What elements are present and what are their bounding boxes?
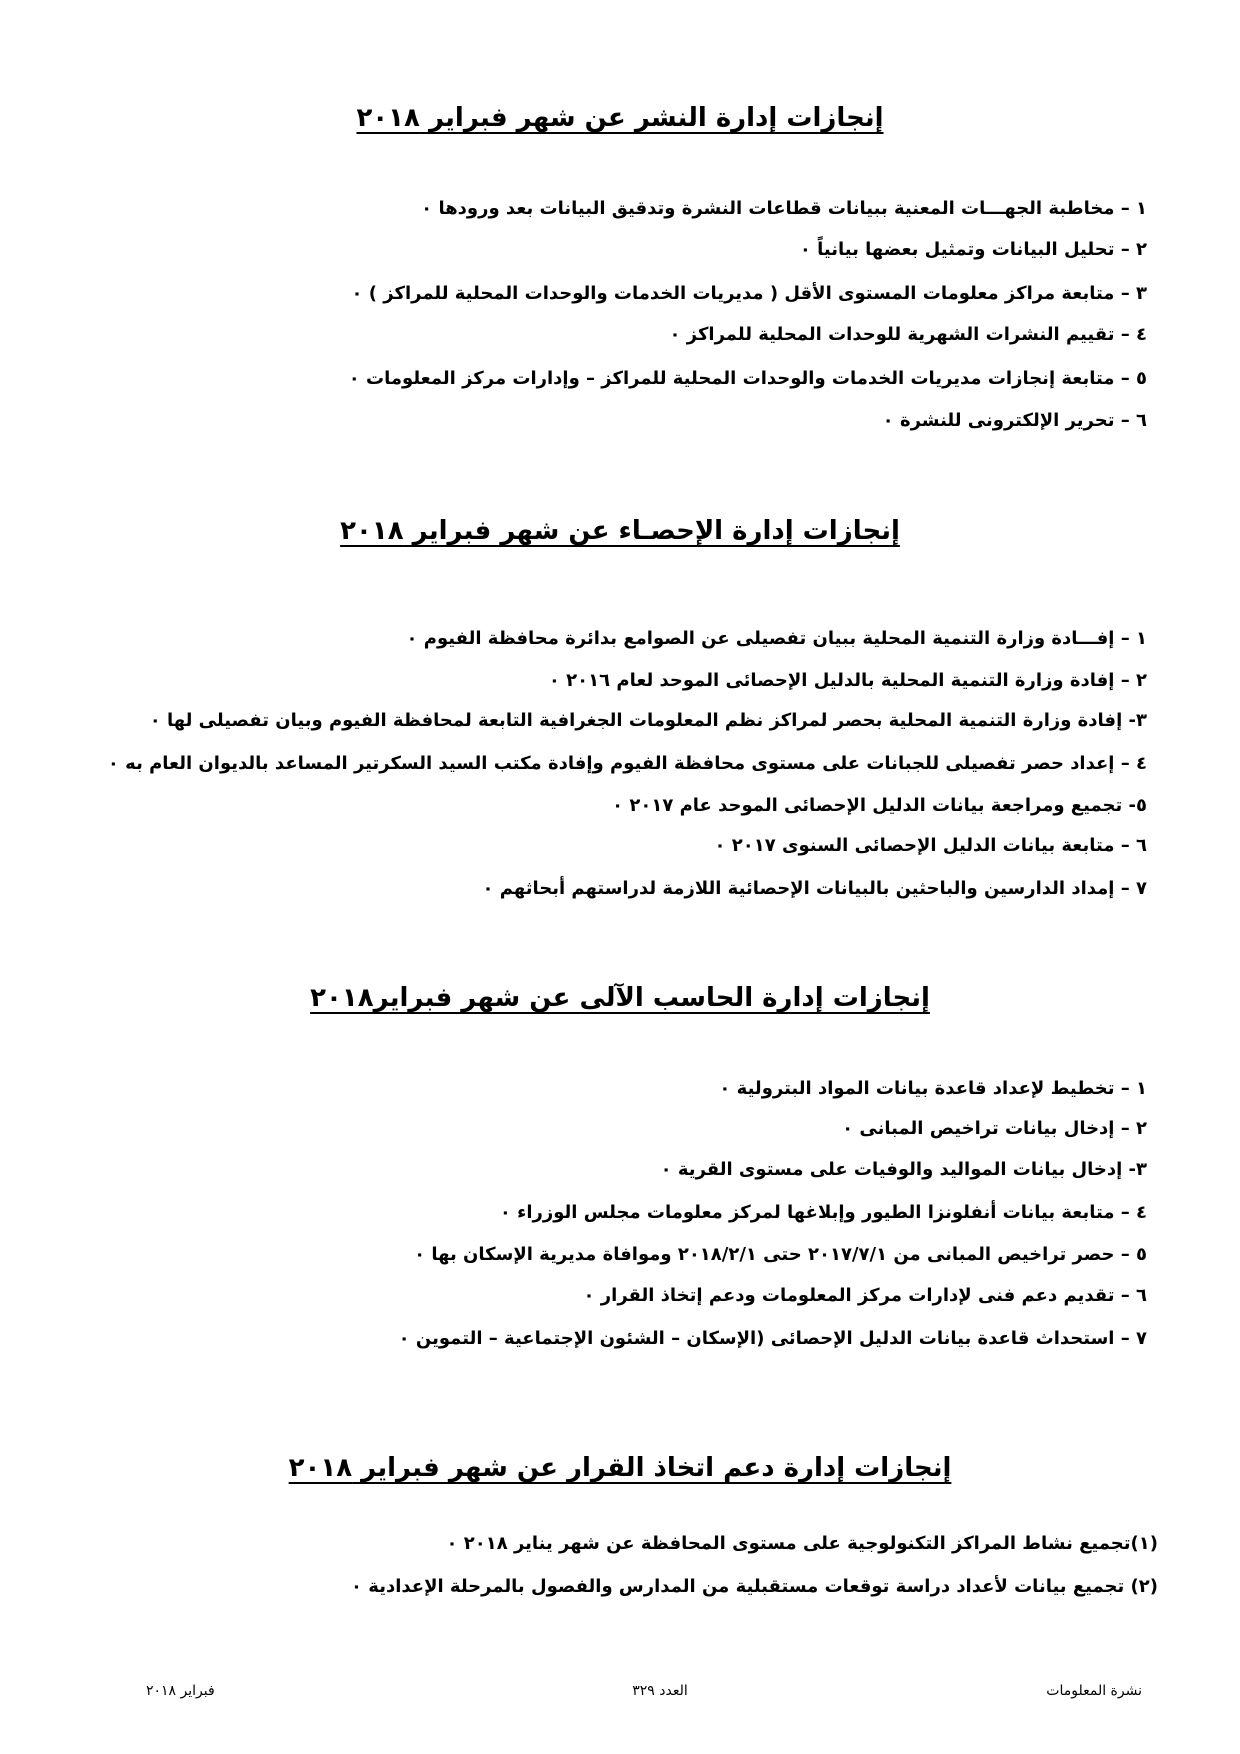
footer-issue-number: العدد ٣٢٩ [632, 1683, 688, 1699]
section-title-decision-support [0, 1448, 1240, 1488]
footer-date: فبراير ٢٠١٨ [146, 1683, 215, 1699]
section-title-text: إنجازات إدارة الحاسب الآلى عن شهر فبراير٢٠١٨ [310, 983, 930, 1013]
list-item: ٧ – استحداث قاعدة بيانات الدليل الإحصائى (الإسكان – الشئون الإجتماعية – التموين ٠ [398, 1328, 1147, 1349]
footer-publication-name: نشرة المعلومات [1046, 1683, 1142, 1699]
section-title-text: إنجازات إدارة النشر عن شهر فبراير ٢٠١٨ [356, 103, 884, 133]
list-item: (١)تجميع نشاط المراكز التكنولوجية على مستوى المحافظة عن شهر يناير ٢٠١٨ ٠ [446, 1533, 1158, 1554]
list-item: ٣- إدخال بيانات المواليد والوفيات على مستوى القرية ٠ [660, 1159, 1147, 1180]
section-title-text: إنجازات إدارة الإحصـاء عن شهر فبراير ٢٠١٨ [340, 516, 900, 546]
list-item: ٤ – إعداد حصر تفصيلى للجبانات على مستوى محافظة الفيوم وإفادة مكتب السيد السكرتير المساعد بالديوان العام به ٠ [107, 753, 1147, 774]
list-item: ٢ – تحليل البيانات وتمثيل بعضها بيانياً ٠ [799, 239, 1147, 260]
list-item: (٢) تجميع بيانات لأعداد دراسة توقعات مستقبلية من المدارس والفصول بالمرحلة الإعدادية ٠ [351, 1576, 1158, 1597]
list-item: ٣ – متابعة مراكز معلومات المستوى الأقل ( مديريات الخدمات والوحدات المحلية للمراكز ) ٠ [351, 283, 1147, 304]
section-title-text: إنجازات إدارة دعم اتخاذ القرار عن شهر فبراير ٢٠١٨ [288, 1453, 952, 1483]
section-title-publishing [0, 98, 1240, 138]
list-item: ٦ – تقديم دعم فنى لإدارات مركز المعلومات ودعم إتخاذ القرار ٠ [583, 1285, 1147, 1306]
list-item: ٥- تجميع ومراجعة بيانات الدليل الإحصائى الموحد عام ٢٠١٧ ٠ [612, 795, 1147, 816]
list-item: ٧ – إمداد الدارسين والباحثين بالبيانات الإحصائية اللازمة لدراستهم أبحاثهم ٠ [482, 878, 1147, 899]
section-title-statistics [0, 511, 1240, 551]
list-item: ٤ – متابعة بيانات أنفلونزا الطيور وإبلاغها لمركز معلومات مجلس الوزراء ٠ [499, 1202, 1147, 1223]
section-title-computer [0, 978, 1240, 1018]
list-item: ٦ – متابعة بيانات الدليل الإحصائى السنوى ٢٠١٧ ٠ [714, 835, 1147, 856]
list-item: ٢ – إدخال بيانات تراخيص المبانى ٠ [842, 1118, 1147, 1139]
list-item: ٥ – حصر تراخيص المبانى من ٢٠١٧/٧/١ حتى ٢٠١٨/٢/١ وموافاة مديرية الإسكان بها ٠ [414, 1244, 1147, 1265]
list-item: ١ – إفـــادة وزارة التنمية المحلية ببيان تفصيلى عن الصوامع بدائرة محافظة الفيوم ٠ [406, 628, 1147, 649]
list-item: ١ – تخطيط لإعداد قاعدة بيانات المواد البترولية ٠ [719, 1078, 1147, 1099]
list-item: ٢ – إفادة وزارة التنمية المحلية بالدليل الإحصائى الموحد لعام ٢٠١٦ ٠ [548, 670, 1147, 691]
list-item: ١ – مخاطبة الجهـــات المعنية ببيانات قطاعات النشرة وتدقيق البيانات بعد ورودها ٠ [421, 198, 1147, 219]
list-item: ٤ – تقييم النشرات الشهرية للوحدات المحلية للمراكز ٠ [669, 324, 1147, 345]
list-item: ٣- إفادة وزارة التنمية المحلية بحصر لمراكز نظم المعلومات الجغرافية التابعة لمحافظة الفيوم وبيان تفصيلى لها ٠ [149, 710, 1147, 731]
list-item: ٥ – متابعة إنجازات مديريات الخدمات والوحدات المحلية للمراكز – وإدارات مركز المعلومات ٠ [348, 368, 1147, 389]
list-item: ٦ – تحرير الإلكترونى للنشرة ٠ [882, 410, 1147, 431]
